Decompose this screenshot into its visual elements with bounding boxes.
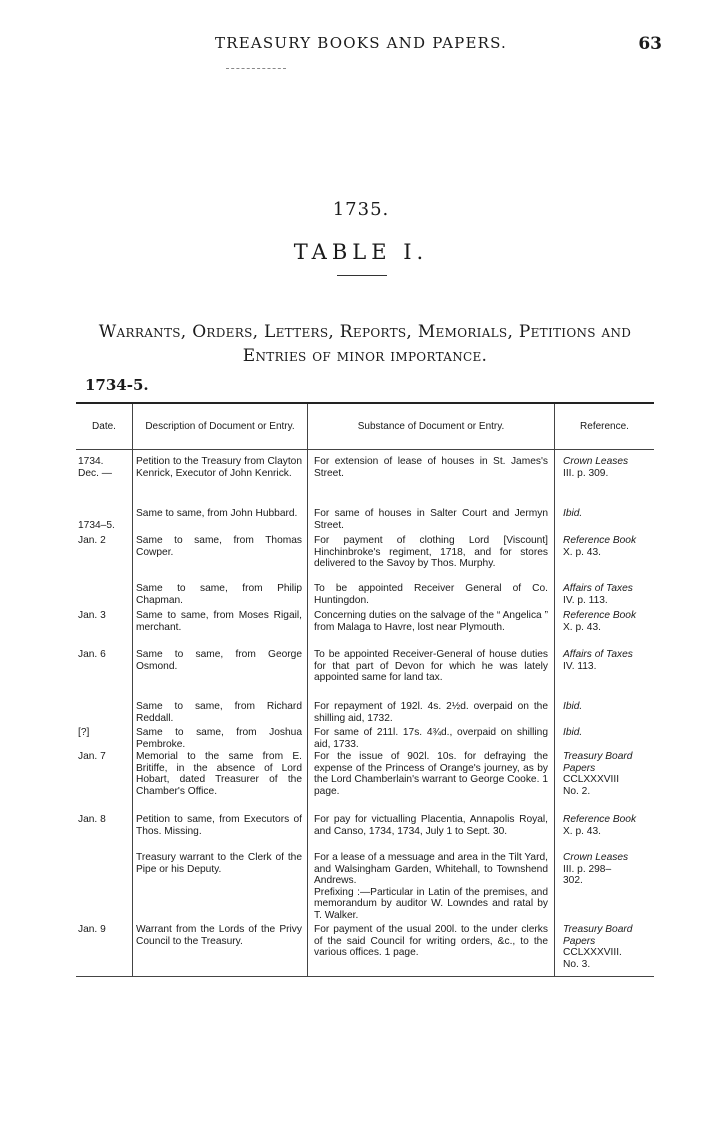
cell-substance: For payment of clothing Lord [Viscount] Hinchinbroke's regiment, 1718, and for stores delivered to the Savoy by Thos. Murphy. (314, 535, 548, 569)
cell-substance: For same of 211l. 17s. 4¾d., overpaid on shilling aid, 1733. (314, 727, 548, 750)
cell-reference (563, 610, 651, 633)
cell-reference (563, 814, 651, 837)
reference-location: IV. p. 113. (563, 594, 608, 606)
reference-source: Reference Book (563, 610, 637, 621)
reference-source: Affairs of Taxes (563, 583, 633, 594)
col-header-date: Date. (92, 420, 116, 432)
table-subtitle (60, 320, 670, 368)
cell-reference (563, 852, 651, 887)
column-rule (307, 404, 308, 976)
cell-reference (563, 701, 651, 713)
reference-source: Crown Leases (563, 456, 629, 467)
cell-substance: To be appointed Receiver General of Co. Huntingdon. (314, 583, 548, 606)
title-rule (337, 275, 387, 276)
cell-date: Jan. 6 (78, 649, 106, 660)
header-rule (76, 449, 654, 450)
document-table (76, 402, 654, 977)
cell-substance: To be appointed Receiver-General of house duties for that part of Devon for which he was lately appointed same for land tax. (314, 649, 548, 683)
page-number: 63 (638, 34, 662, 54)
cell-reference (563, 751, 651, 797)
subtitle-line-1: Warrants, Orders, Letters, Reports, Memorials, Petitions and (98, 322, 632, 342)
cell-date: Jan. 2 (78, 535, 106, 546)
reference-source: Treasury Board Papers (563, 751, 633, 774)
cell-reference (563, 456, 651, 479)
subtitle-line-2: Entries of minor importance. (242, 346, 488, 366)
reference-location: CCLXXXVIII No. 2. (563, 774, 620, 797)
cell-substance: For payment of the usual 200l. to the under clerks of the said Council for writing orders, &c., to the various offices. 1 page. (314, 924, 548, 958)
running-head (0, 34, 722, 54)
cell-date: Jan. 8 (78, 814, 106, 825)
cell-substance: For the issue of 902l. 10s. for defraying the expense of the Princess of Orange's journey, as by the Lord Chamberlain's warrant to George Cooke. 1 page. (314, 751, 548, 797)
reference-location: III. p. 309. (563, 467, 609, 479)
cell-reference (563, 583, 651, 606)
cell-date: [?] (78, 727, 90, 738)
cell-date: Jan. 9 (78, 924, 106, 935)
cell-reference (563, 535, 651, 558)
reference-location: III. p. 298– 302. (563, 863, 612, 886)
col-header-description: Description of Document or Entry. (145, 420, 295, 432)
table-title: TABLE I. (293, 240, 429, 264)
reference-source: Reference Book (563, 814, 637, 825)
cell-description: Petition to the Treasury from Clayton Kenrick, Executor of John Kenrick. (136, 456, 302, 479)
reference-source: Crown Leases (563, 852, 629, 863)
cell-description: Warrant from the Lords of the Privy Council to the Treasury. (136, 924, 302, 947)
reference-source: Ibid. (563, 701, 583, 712)
cell-date: Jan. 3 (78, 610, 106, 621)
column-rule (132, 404, 133, 976)
cell-description: Memorial to the same from E. Britiffe, in the absence of Lord Hobart, dated Treasurer of the Chamber's Office. (136, 751, 302, 797)
col-header-reference: Reference. (580, 420, 629, 432)
cell-reference (563, 649, 651, 672)
cell-reference (563, 727, 651, 739)
reference-location: X. p. 43. (563, 546, 601, 558)
reference-location: IV. 113. (563, 660, 597, 672)
header-rule (226, 68, 286, 70)
section-label: 1734-5. (85, 376, 149, 394)
cell-reference (563, 508, 651, 520)
cell-description: Same to same, from Philip Chapman. (136, 583, 302, 606)
cell-date: 1734. Dec. — (78, 456, 112, 479)
column-rule (554, 404, 555, 976)
running-title: TREASURY BOOKS AND PAPERS. (215, 34, 507, 52)
col-header-substance: Substance of Document or Entry. (357, 420, 505, 432)
cell-description: Same to same, from Thomas Cowper. (136, 535, 302, 558)
reference-source: Ibid. (563, 727, 583, 738)
reference-source: Reference Book (563, 535, 637, 546)
reference-location: CCLXXXVIII. No. 3. (563, 947, 622, 970)
cell-substance: For pay for victualling Placentia, Annapolis Royal, and Canso, 1734, 1734, July 1 to Sept. 30. (314, 814, 548, 837)
year-heading: 1735. (332, 199, 390, 220)
cell-description: Petition to same, from Executors of Thos. Missing. (136, 814, 302, 837)
cell-description: Treasury warrant to the Clerk of the Pipe or his Deputy. (136, 852, 302, 875)
cell-description: Same to same, from Joshua Pembroke. (136, 727, 302, 750)
margin-mark (116, 968, 119, 979)
reference-location: X. p. 43. (563, 825, 601, 837)
reference-source: Affairs of Taxes (563, 649, 633, 660)
cell-substance: For same of houses in Salter Court and Jermyn Street. (314, 508, 548, 531)
cell-substance: For a lease of a messuage and area in the Tilt Yard, and Walsingham Garden, Whitehall, to Townshend Andrews. Prefixing :—Particular in Latin of the premises, and memorandum by auditor W. Lowndes and ratal by T. Walker. (314, 852, 548, 921)
cell-substance: Concerning duties on the salvage of the “ Angelica ” from Malaga to Havre, lost near Plymouth. (314, 610, 548, 633)
cell-date: 1734–5. (78, 519, 115, 531)
cell-reference (563, 924, 651, 970)
cell-description: Same to same, from George Osmond. (136, 649, 302, 672)
cell-description: Same to same, from John Hubbard. (136, 508, 298, 519)
cell-date: Jan. 7 (78, 751, 106, 762)
reference-source: Treasury Board Papers (563, 924, 633, 947)
reference-source: Ibid. (563, 508, 583, 519)
cell-description: Same to same, from Moses Rigail, merchant. (136, 610, 302, 633)
cell-substance: For repayment of 192l. 4s. 2½d. overpaid on the shilling aid, 1732. (314, 701, 548, 724)
reference-location: X. p. 43. (563, 621, 601, 633)
cell-description: Same to same, from Richard Reddall. (136, 701, 302, 724)
cell-substance: For extension of lease of houses in St. James's Street. (314, 456, 548, 479)
